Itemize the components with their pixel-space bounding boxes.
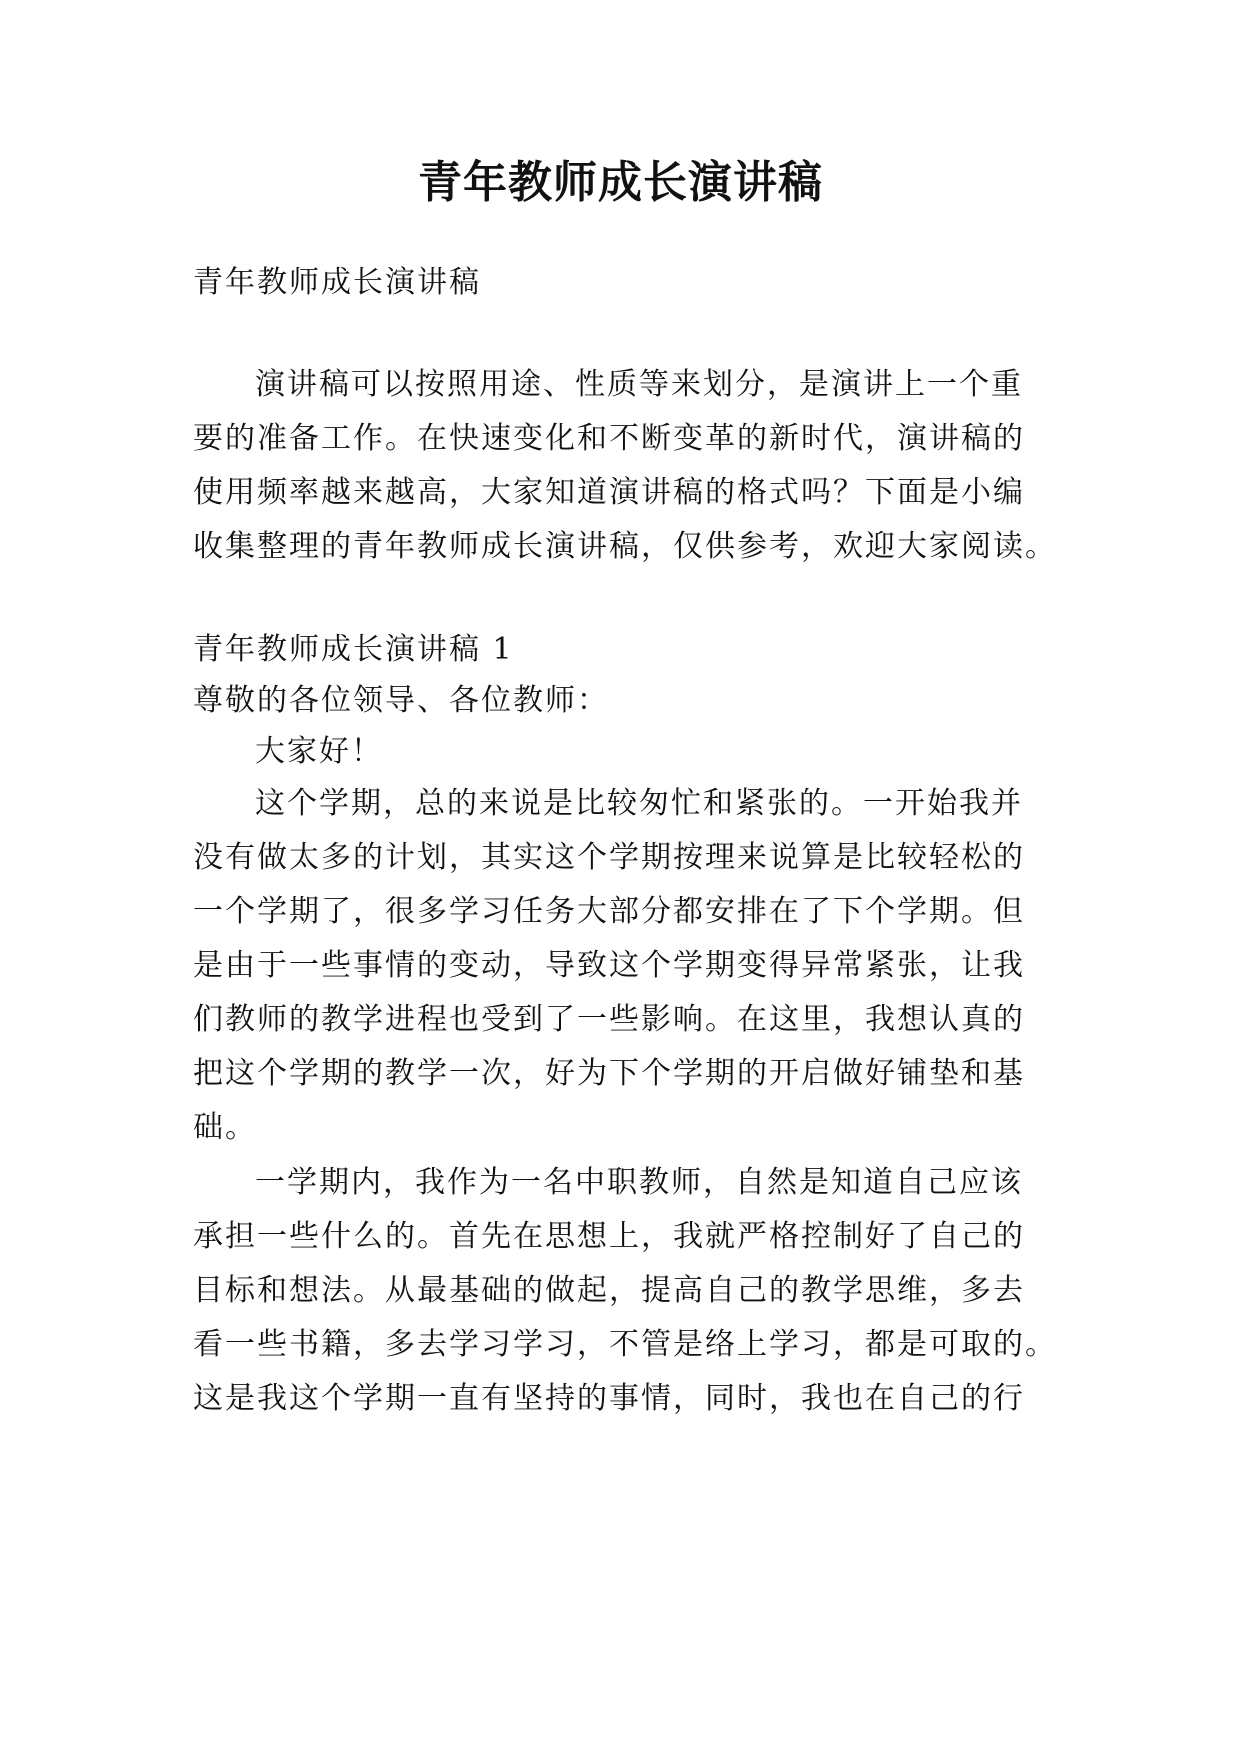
paragraph-line: 一学期内，我作为一名中职教师，自然是知道自己应该 (255, 1165, 1023, 1200)
intro-line: 要的准备工作。在快速变化和不断变革的新时代，演讲稿的 (193, 421, 1025, 456)
paragraph-line: 承担一些什么的。首先在思想上，我就严格控制好了自己的 (193, 1219, 1025, 1254)
paragraph-line: 一个学期了，很多学习任务大部分都安排在了下个学期。但 (193, 894, 1025, 929)
paragraph-line: 这是我这个学期一直有坚持的事情，同时，我也在自己的行 (193, 1381, 1025, 1416)
paragraph-line: 目标和想法。从最基础的做起，提高自己的教学思维，多去 (193, 1273, 1025, 1308)
document-title: 青年教师成长演讲稿 (418, 157, 823, 208)
paragraph-line: 没有做太多的计划，其实这个学期按理来说算是比较轻松的 (193, 840, 1025, 875)
paragraph-line: 们教师的教学进程也受到了一些影响。在这里，我想认真的 (193, 1002, 1025, 1037)
paragraph-line: 础。 (193, 1110, 257, 1145)
intro-line: 使用频率越来越高，大家知道演讲稿的格式吗？下面是小编 (193, 475, 1025, 510)
paragraph-line: 这个学期，总的来说是比较匆忙和紧张的。一开始我并 (255, 786, 1023, 821)
paragraph-line: 是由于一些事情的变动，导致这个学期变得异常紧张，让我 (193, 948, 1025, 983)
paragraph-line: 看一些书籍，多去学习学习，不管是络上学习，都是可取的。 (193, 1327, 1057, 1362)
document-subtitle: 青年教师成长演讲稿 (193, 265, 481, 300)
salutation: 尊敬的各位领导、各位教师： (193, 683, 609, 718)
intro-line: 演讲稿可以按照用途、性质等来划分，是演讲上一个重 (255, 367, 1023, 402)
greeting: 大家好！ (255, 734, 383, 769)
paragraph-line: 把这个学期的教学一次，好为下个学期的开启做好铺垫和基 (193, 1056, 1025, 1091)
section-heading: 青年教师成长演讲稿 1 (193, 632, 514, 667)
intro-line: 收集整理的青年教师成长演讲稿，仅供参考，欢迎大家阅读。 (193, 529, 1057, 564)
